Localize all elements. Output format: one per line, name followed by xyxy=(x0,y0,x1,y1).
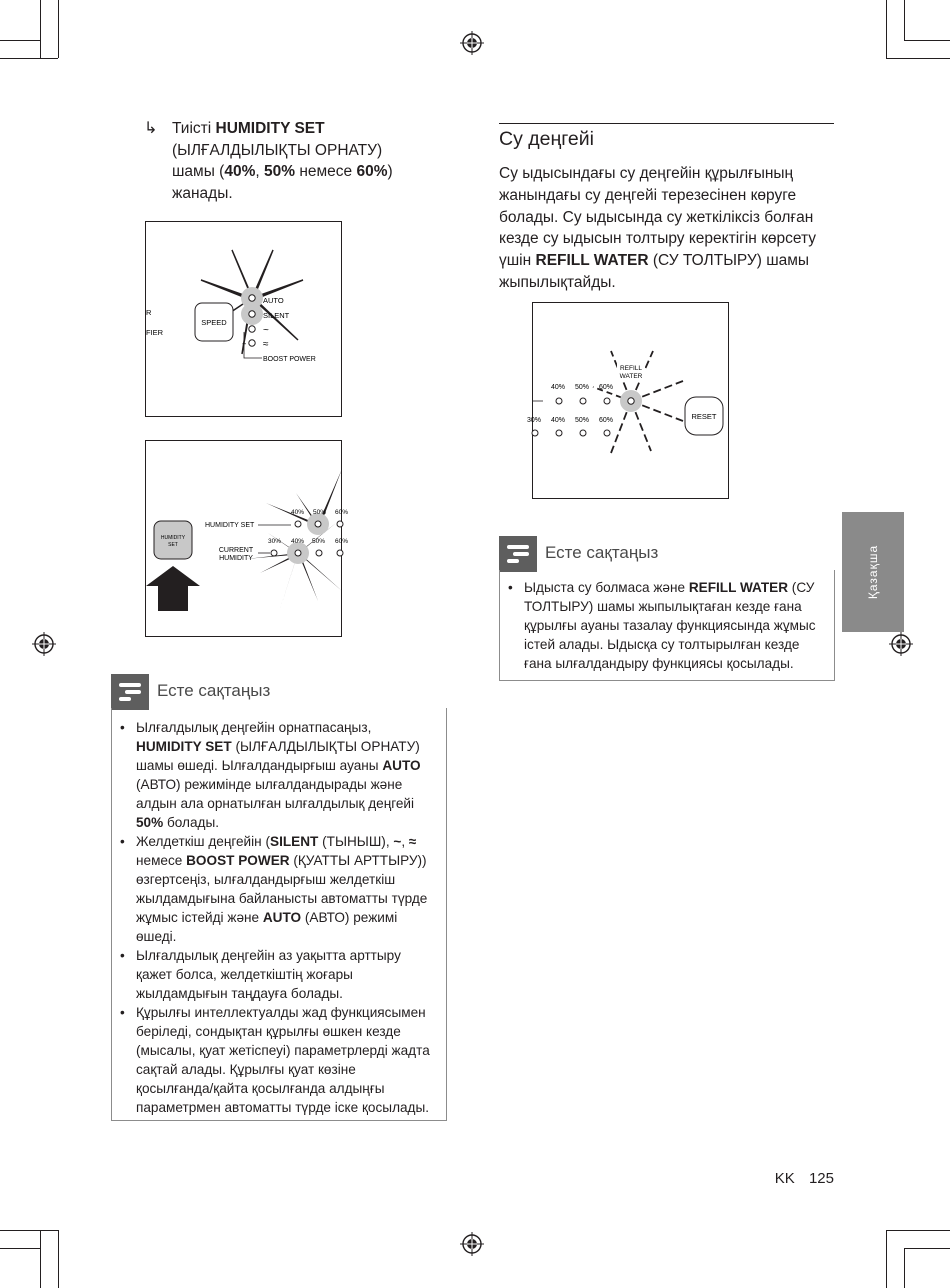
humidity-level-label: 40% xyxy=(551,417,566,424)
crop-mark xyxy=(886,1230,887,1288)
bold-term: SILENT xyxy=(270,834,319,849)
silent-indicator xyxy=(249,311,255,317)
press-arrow-icon xyxy=(146,566,200,611)
plus-label: + xyxy=(242,339,247,348)
figure-refill-panel xyxy=(527,302,729,499)
note-item xyxy=(120,718,436,832)
humidity-level-label: 60% xyxy=(599,417,614,424)
crop-mark xyxy=(0,58,58,59)
result-text xyxy=(172,118,422,204)
note-item xyxy=(120,946,436,1003)
bold-term: ≈ xyxy=(408,834,417,849)
note-item xyxy=(120,1003,436,1117)
text-run: немесе xyxy=(136,853,187,868)
registration-mark-icon xyxy=(889,632,913,656)
crop-mark xyxy=(886,58,950,59)
text-run: , xyxy=(401,834,409,849)
text-run: (СУ ТОЛТЫРУ) шамы жыпылықтаған кезде ғана құрылғы ауаны тазалау функциясында жұмыс істей алады. Ыдысқа су толтырылған кезде ғана ылғалдандыру функциясы қосылады. xyxy=(524,580,816,671)
text-run: Құрылғы интеллектуалды жад функциясымен беріледі, сондықтан құрылғы өшкен кезде (мысалы, қуат жетіспеуі) параметрлерді жадта сақтай алады. Құрылғы қуат көзіне қосылғанда/қайта қосылғанда алдыңғы параметрмен автоматты түрде іске қосылады. xyxy=(136,1005,430,1115)
language-tab xyxy=(842,512,904,632)
humidity-set-button-label: SET xyxy=(168,542,178,548)
humidity-level-label: 50% xyxy=(312,538,326,545)
humidity-level-label: 50% xyxy=(575,384,590,391)
text-run: , xyxy=(255,163,264,180)
figure-humidity-panel xyxy=(145,440,349,637)
text-run: (ЫЛҒАЛДЫЛЫҚТЫ ОРНАТУ) шамы өшеді. Ылғалдандырғыш ауаны xyxy=(136,739,420,773)
humidity-level-label: 60% xyxy=(599,384,614,391)
silent-label: SILENT xyxy=(263,311,290,320)
language-code: KK xyxy=(774,1170,795,1187)
humidity-level-label: 30% xyxy=(527,417,542,424)
text-run: ) жанады. xyxy=(172,163,393,202)
humidity-level-label: 50% xyxy=(575,417,590,424)
result-arrow-icon: ↳ xyxy=(144,120,158,137)
crop-mark xyxy=(40,1230,41,1288)
text-run: Ылғалдылық деңгейін аз уақытта арттыру қажет болса, желдеткіштің жоғары жылдамдығын таңдауға болады. xyxy=(136,948,401,1001)
note-item xyxy=(508,578,824,673)
note-title: Есте сақтаңыз xyxy=(545,543,659,562)
crop-mark xyxy=(904,0,905,40)
page-number: 125 xyxy=(808,1170,834,1187)
humidity-level-label: 40% xyxy=(551,384,566,391)
crop-mark xyxy=(904,40,950,41)
bold-term: 40% xyxy=(224,163,256,180)
crop-mark xyxy=(886,1230,950,1231)
speed-label: SPEED xyxy=(201,318,227,327)
low-fan-label: ~ xyxy=(263,325,269,336)
humidity-set-indicator xyxy=(315,521,321,527)
bold-term: 60% xyxy=(356,163,388,180)
crop-mark xyxy=(886,0,887,58)
bold-term: REFILL WATER xyxy=(535,252,649,270)
text-run: болады. xyxy=(163,815,220,830)
reset-label: RESET xyxy=(691,412,717,421)
note-icon xyxy=(111,674,149,710)
note-title: Есте сақтаңыз xyxy=(157,681,271,700)
registration-mark-icon xyxy=(460,31,484,55)
page-footer xyxy=(775,1170,834,1187)
crop-mark xyxy=(0,40,40,41)
crop-mark xyxy=(0,1248,40,1249)
section-title: Су деңгейі xyxy=(499,128,594,150)
current-humidity-indicator xyxy=(295,550,301,556)
current-humidity-label: HUMIDITY xyxy=(219,555,253,562)
humidity-level-label: 30% xyxy=(268,538,282,545)
figure-speed-panel xyxy=(145,221,342,417)
text-run: немесе xyxy=(295,163,357,180)
bold-term: HUMIDITY SET xyxy=(215,120,325,137)
crop-mark xyxy=(40,0,41,58)
text-run: (СУ ТОЛТЫРУ) шамы жыпылықтайды. xyxy=(499,252,810,291)
section-body xyxy=(499,163,839,294)
language-tab-label: Қазақша xyxy=(866,544,880,600)
crop-mark xyxy=(58,1230,59,1288)
humidity-level-label: 60% xyxy=(335,538,349,545)
bold-term: HUMIDITY SET xyxy=(136,739,232,754)
text-run: Су ыдысындағы су деңгейін құрылғының жанындағы су деңгейі терезесінен көруге болады. Су ыдысында су жеткіліксіз болған кезде су ыдысын толтыру керектігін көрсету үшін xyxy=(499,165,817,270)
text-run: (ЫЛҒАЛДЫЛЫҚТЫ ОРНАТУ) шамы ( xyxy=(172,141,383,180)
text-run: (ТЫНЫШ), xyxy=(318,834,394,849)
current-humidity-label: CURRENT xyxy=(218,547,254,554)
note-list xyxy=(500,570,834,673)
registration-mark-icon xyxy=(32,632,56,656)
auto-label: AUTO xyxy=(263,296,284,305)
bold-term: 50% xyxy=(136,815,164,830)
boost-power-label: BOOST POWER xyxy=(263,356,316,363)
high-fan-label: ≈ xyxy=(263,339,269,350)
bold-term: 50% xyxy=(263,163,296,180)
refill-water-indicator xyxy=(628,398,634,404)
crop-mark xyxy=(58,0,59,58)
humidity-level-label: 60% xyxy=(335,509,349,516)
note-list xyxy=(112,708,446,1117)
note-icon xyxy=(499,536,537,572)
humidity-level-label: 50% xyxy=(313,509,327,516)
text-run: Желдеткіш деңгейін ( xyxy=(136,834,270,849)
humidity-level-label: 40% xyxy=(291,538,305,545)
auto-indicator xyxy=(249,295,255,301)
bold-term: AUTO xyxy=(262,910,302,925)
edge-label: FIER xyxy=(146,328,164,337)
text-run: (ҚУАТТЫ АРТТЫРУ)) өзгертсеңіз, ылғалдандырғыш желдеткіш жылдамдығына байланысты автоматты түрде жұмыс істейді және xyxy=(136,853,428,925)
text-run: Ылғалдылық деңгейін орнатпасаңыз, xyxy=(136,720,372,735)
bold-term: REFILL WATER xyxy=(688,580,789,595)
humidity-set-label: HUMIDITY SET xyxy=(205,522,255,529)
registration-mark-icon xyxy=(460,1232,484,1256)
text-run: Ыдыста су болмаса және xyxy=(524,580,689,595)
section-rule xyxy=(499,123,834,124)
humidity-level-label: 40% xyxy=(291,509,305,516)
text-run: (АВТО) режимінде ылғалдандырады және алдын ала орнатылған ылғалдылық деңгейі xyxy=(136,777,415,811)
text-run: Тиісті xyxy=(172,120,216,137)
bold-term: AUTO xyxy=(382,758,421,773)
note-item xyxy=(120,832,436,946)
refill-water-label: WATER xyxy=(619,373,643,380)
edge-label: R xyxy=(146,308,152,317)
crop-mark xyxy=(0,1230,58,1231)
bold-term: ~ xyxy=(393,834,402,849)
humidity-set-button-label: HUMIDITY xyxy=(160,535,186,541)
crop-mark xyxy=(904,1248,950,1249)
crop-mark xyxy=(904,1248,905,1288)
bold-term: BOOST POWER xyxy=(186,853,290,868)
refill-water-label: REFILL xyxy=(619,365,643,372)
text-run: (АВТО) режимі өшеді. xyxy=(136,910,398,944)
